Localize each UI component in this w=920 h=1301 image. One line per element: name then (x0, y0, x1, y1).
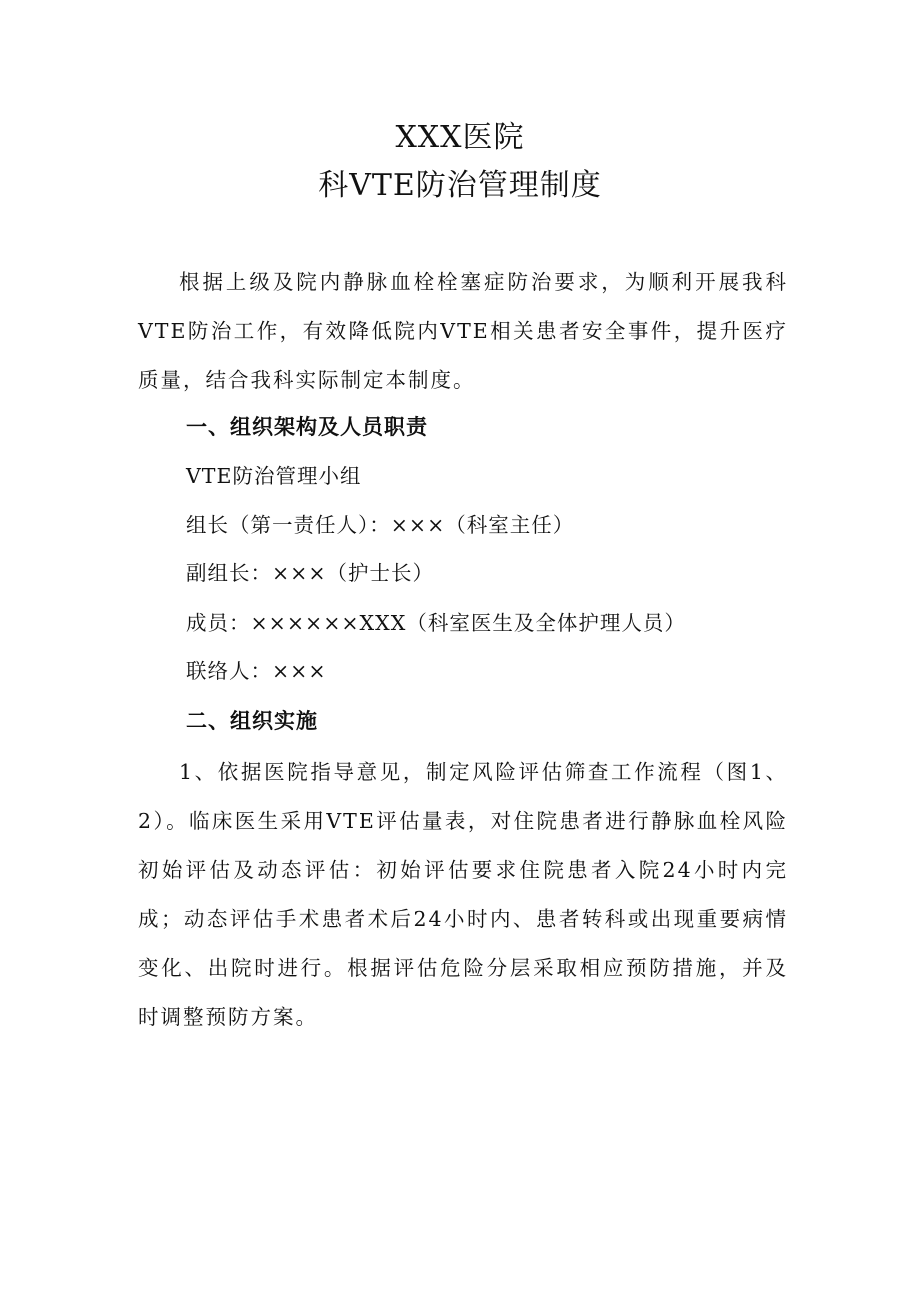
section1-line-group: VTE防治管理小组 (186, 464, 362, 488)
section1-line-deputy: 副组长：×××（护士长） (186, 561, 435, 585)
section1-line-leader: 组长（第一责任人）：×××（科室主任） (186, 513, 575, 537)
document-title-policy: 科VTE防治管理制度 (318, 168, 602, 203)
section1-line-members: 成员：××××××XXX（科室医生及全体护理人员） (186, 611, 686, 635)
section2-paragraph: 1、依据医院指导意见，制定风险评估筛查工作流程（图1、2）。临床医生采用VTE评估量表，对住院患者进行静脉血栓风险初始评估及动态评估：初始评估要求住院患者入院24小时内完成；动态评估手术患者术后24小时内、患者转科或出现重要病情变化、出院时进行。根据评估危险分层采取相应预防措施，并及时调整预防方案。 (138, 760, 788, 1029)
section1-line-contact: 联络人：××× (186, 659, 327, 683)
section1-heading: 一、组织架构及人员职责 (186, 415, 428, 439)
document-title-hospital: XXX医院 (395, 120, 525, 155)
intro-paragraph: 根据上级及院内静脉血栓栓塞症防治要求，为顺利开展我科VTE防治工作，有效降低院内VTE相关患者安全事件，提升医疗质量，结合我科实际制定本制度。 (138, 270, 788, 392)
section2-heading: 二、组织实施 (186, 709, 318, 733)
